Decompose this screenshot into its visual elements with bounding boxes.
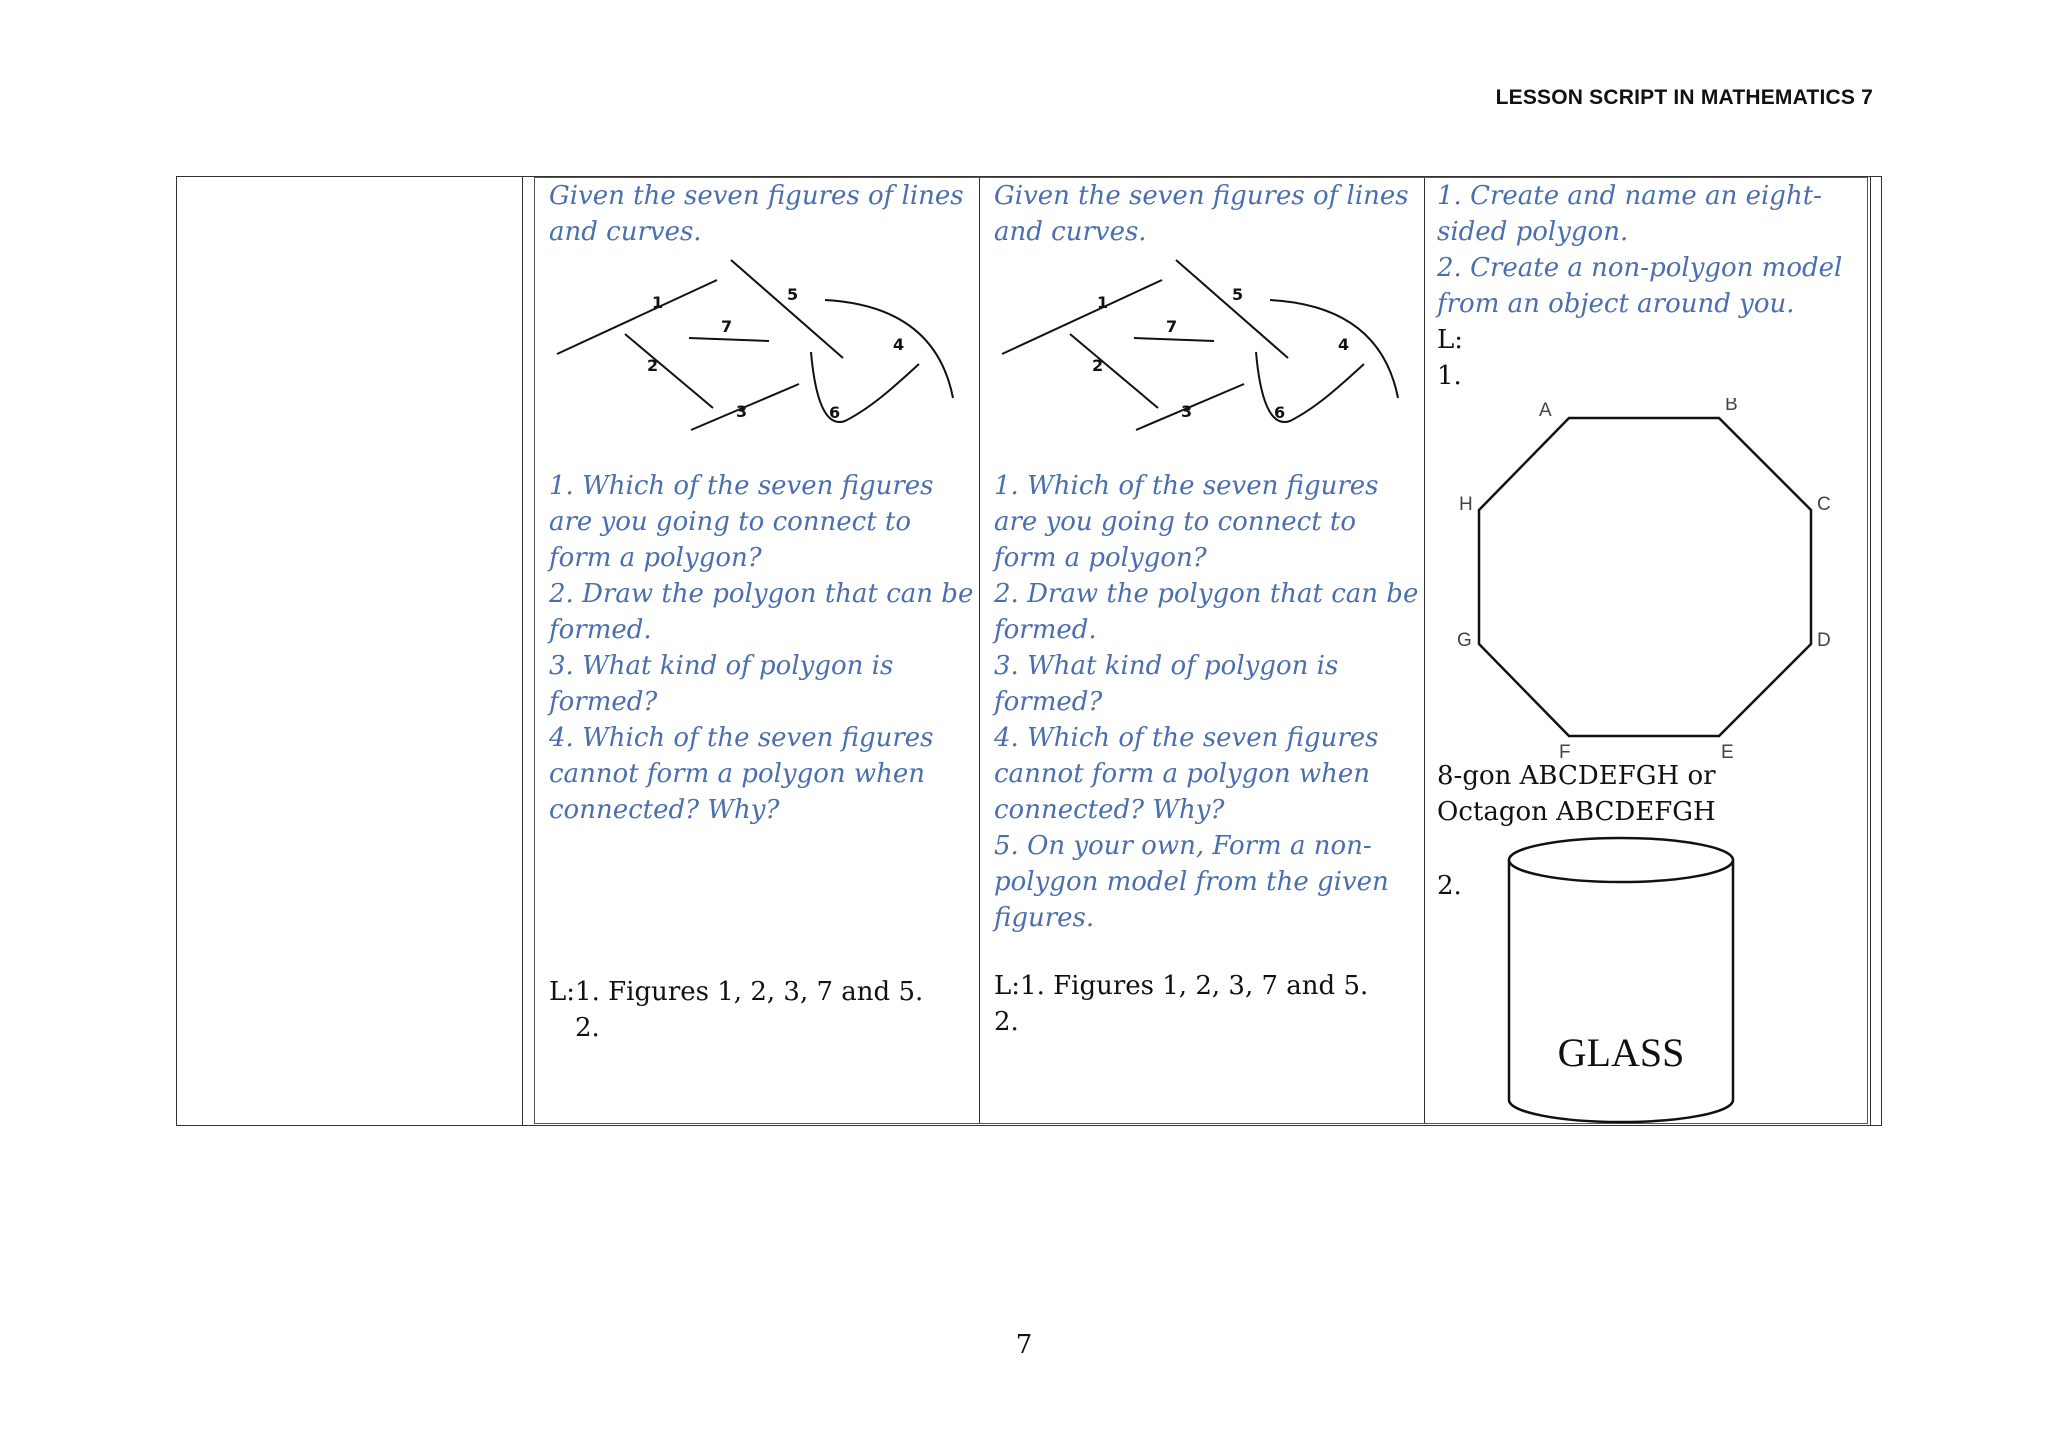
figure-label-3: 3 [736, 402, 748, 421]
vertex-label-c: C [1817, 494, 1831, 515]
figure-label-2: 2 [1092, 356, 1104, 375]
inner-table [534, 177, 1868, 1124]
figure-line-2 [625, 334, 713, 408]
vertex-label-f: F [1559, 742, 1571, 758]
lines-curves-figure [980, 258, 1425, 438]
instruction-2: 2. Create a non-polygon model from an object around you. [1437, 253, 1843, 319]
intro-text: Given the seven figures of lines and curves. [994, 181, 1409, 247]
figure-line-5 [731, 260, 843, 358]
instruction-1: 1. Create and name an eight-sided polygon. [1437, 181, 1822, 247]
activity-column-1 [535, 178, 980, 1123]
question-list [994, 468, 1419, 936]
figure-label-6: 6 [1274, 403, 1286, 422]
question-list [549, 468, 974, 828]
table-divider-left [522, 176, 523, 1126]
octagon-name-line-2: Octagon ABCDEFGH [1437, 797, 1716, 827]
figure-label-3: 3 [1181, 402, 1193, 421]
answer-line-2: 2. [575, 1013, 600, 1043]
question-3: 3. What kind of polygon is formed? [994, 651, 1339, 717]
figure-curve-4 [1270, 300, 1398, 398]
question-4: 4. Which of the seven figures cannot form a polygon when connected? Why? [994, 723, 1379, 825]
vertex-label-d: D [1817, 630, 1831, 651]
question-3: 3. What kind of polygon is formed? [549, 651, 894, 717]
figure-label-7: 7 [1166, 317, 1178, 336]
instruction-list [1437, 178, 1857, 322]
figure-curve-6 [811, 352, 919, 422]
octagon-figure [1425, 398, 1866, 758]
question-5: 5. On your own, Form a non-polygon model from the given figures. [994, 831, 1389, 933]
table-divider-right [1870, 176, 1871, 1126]
lines-curves-figure [535, 258, 980, 438]
answer-line-1: L:1. Figures 1, 2, 3, 7 and 5. [994, 971, 1369, 1001]
figure-label-4: 4 [1338, 335, 1350, 354]
octagon-shape [1479, 418, 1811, 736]
intro-text: Given the seven figures of lines and curves. [549, 181, 964, 247]
activity-column-3 [1425, 178, 1866, 1123]
vertex-label-b: B [1725, 398, 1738, 415]
vertex-label-e: E [1721, 742, 1734, 758]
figure-label-6: 6 [829, 403, 841, 422]
answer-line-1: L:1. Figures 1, 2, 3, 7 and 5. [549, 977, 924, 1007]
figure-line-7 [689, 338, 769, 341]
question-1: 1. Which of the seven figures are you going to connect to form a polygon? [549, 471, 934, 573]
vertex-label-h: H [1459, 494, 1473, 515]
vertex-label-g: G [1457, 630, 1472, 651]
question-2: 2. Draw the polygon that can be formed. [549, 579, 974, 645]
figure-label-4: 4 [893, 335, 905, 354]
cylinder-body [1509, 860, 1733, 1122]
cylinder-top [1509, 838, 1733, 882]
figure-label-5: 5 [1232, 285, 1244, 304]
figure-line-5 [1176, 260, 1288, 358]
question-4: 4. Which of the seven figures cannot form a polygon when connected? Why? [549, 723, 934, 825]
figure-line-7 [1134, 338, 1214, 341]
figure-curve-6 [1256, 352, 1364, 422]
document-header: LESSON SCRIPT IN MATHEMATICS 7 [1495, 86, 1873, 109]
figure-line-2 [1070, 334, 1158, 408]
glass-label: GLASS [1557, 1030, 1685, 1075]
figure-label-5: 5 [787, 285, 799, 304]
figure-label-1: 1 [1097, 293, 1109, 312]
octagon-name-line-1: 8-gon ABCDEFGH or [1437, 761, 1716, 791]
item-1-label: 1. [1437, 361, 1462, 391]
question-1: 1. Which of the seven figures are you going to connect to form a polygon? [994, 471, 1379, 573]
figure-label-2: 2 [647, 356, 659, 375]
activity-column-2 [980, 178, 1425, 1123]
figure-curve-4 [825, 300, 953, 398]
vertex-label-a: A [1539, 400, 1552, 421]
figure-label-1: 1 [652, 293, 664, 312]
question-2: 2. Draw the polygon that can be formed. [994, 579, 1419, 645]
item-2-label: 2. [1437, 871, 1462, 901]
page-number: 7 [1015, 1330, 1033, 1360]
l-label: L: [1437, 325, 1464, 355]
glass-cylinder-figure [1495, 830, 1745, 1130]
figure-label-7: 7 [721, 317, 733, 336]
answer-line-2: 2. [994, 1007, 1019, 1037]
